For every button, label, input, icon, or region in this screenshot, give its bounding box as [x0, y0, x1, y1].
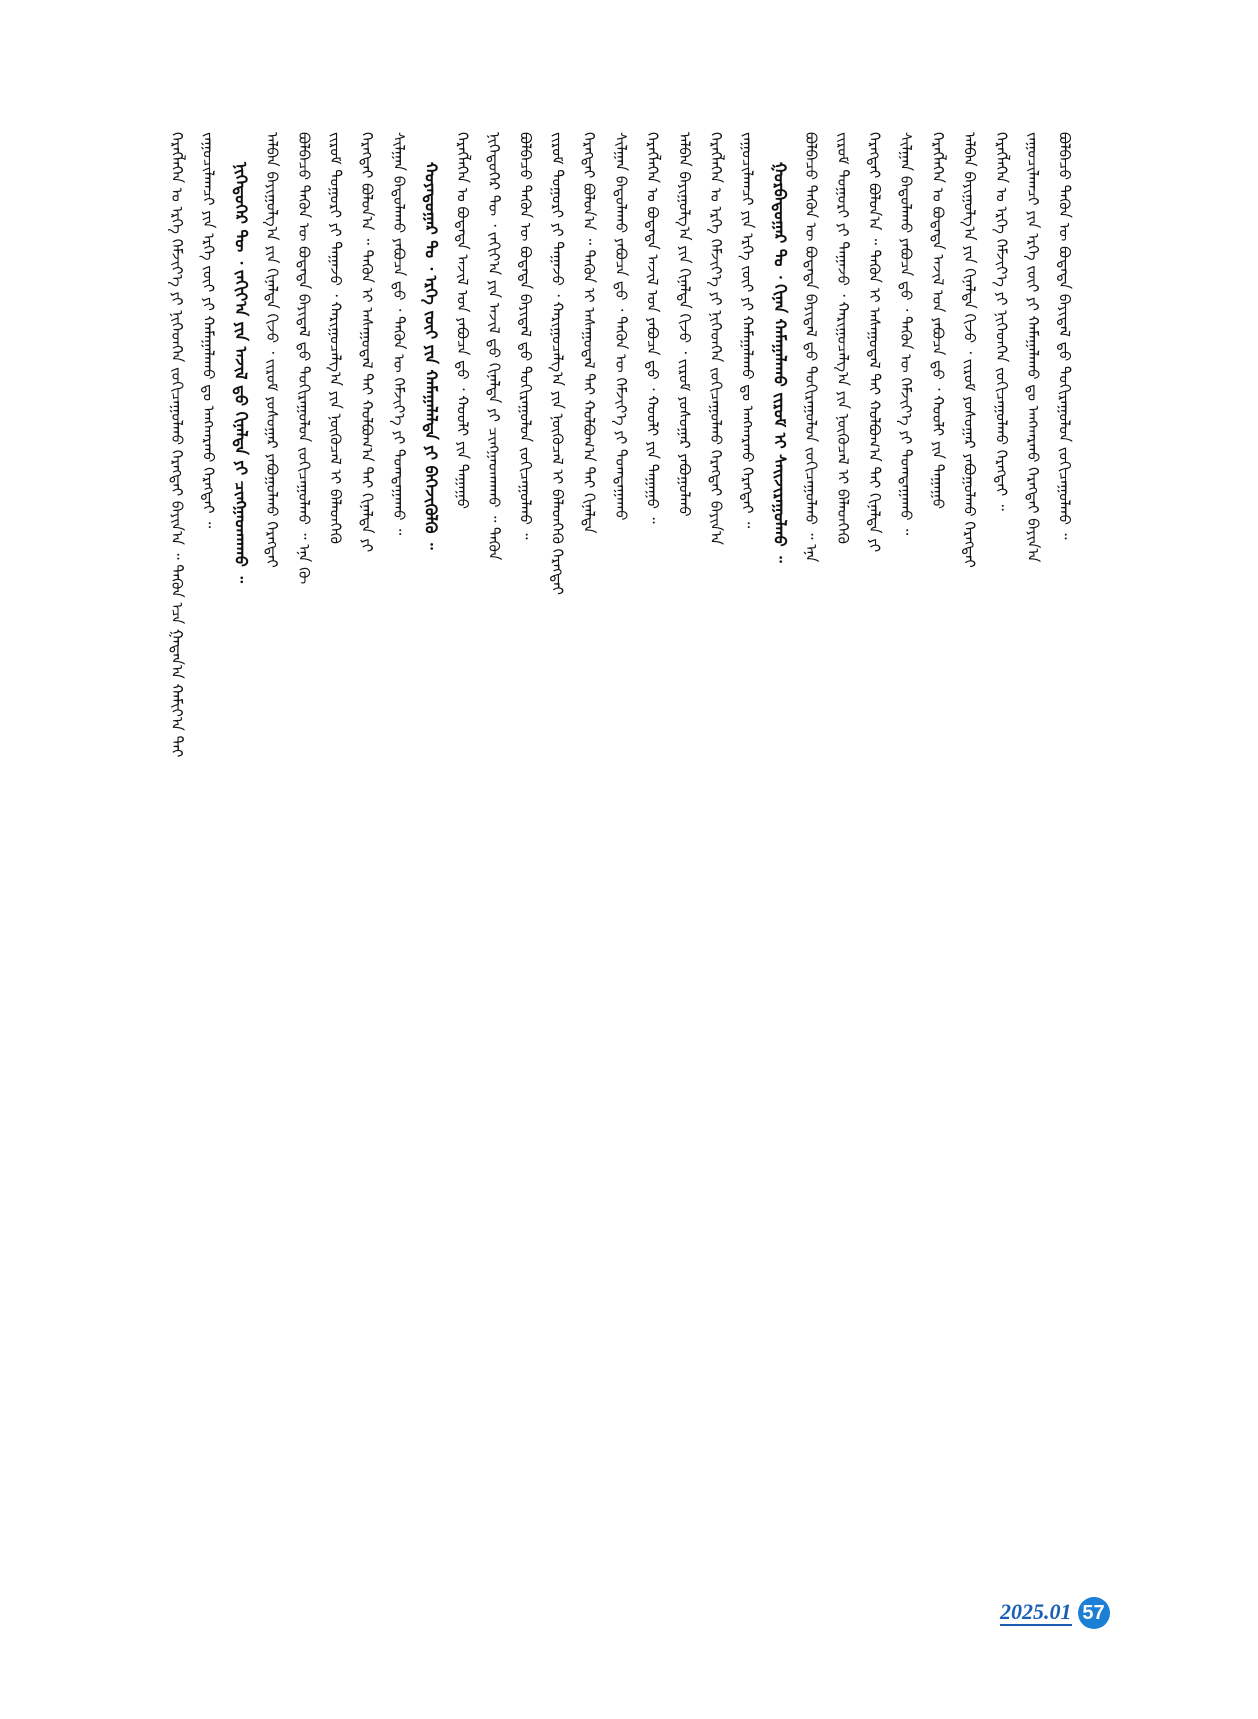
text-column: ᠬᠡᠷᠡᠭᠯᠡᠭᠡᠨ ᠤ ᠡᠷᠬᠡ ᠬᠡᠮᠵᠢᠶ᠎ᠡ ᠶᠢ ᠨᠢᠭᠡᠳᠬᠡᠨ ᠵᠤᠬᠢᠴᠠᠭᠤᠯᠬᠤ ᠬᠡᠷᠡᠭᠲᠡᠢ ᠪᠠᠶᠢᠨ᠎ᠠ — [706, 132, 725, 545]
text-column: ᠵᠠᠭᠤᠴᠢᠯᠠᠭᠴᠢ ᠶᠢᠨ ᠡᠷᠬᠡ ᠵᠦᠢ ᠶᠢ ᠬᠠᠮᠠᠭᠠᠯᠠᠬᠤ ᠳᠤ ᠠᠩᠬᠠᠷᠬᠤ ᠬᠡᠷᠡᠭᠲᠡᠢ ᠃ — [738, 132, 757, 529]
text-column: ᠨᠢᠭᠡᠳᠦᠭᠡᠷ ᠲᠦ ᠂ ᠵᠠᠬᠢᠶ᠎ᠠ ᠶᠢᠨ ᠠᠵᠢᠯ ᠳ᠋ᠤ ᠬᠢᠨᠠᠯᠲᠠ ᠶᠢ ᠴᠢᠩᠭᠠᠳᠬᠠᠬᠤ ᠃ ᠲᠡᠭᠦᠨ — [485, 132, 504, 561]
text-column: ᠠᠯᠪᠠᠨ ᠪᠠᠶᠢᠭᠤᠯᠭ᠎ᠠ ᠶᠢᠨ ᠬᠢᠨᠠᠯᠲᠠ ᠬᠢᠵᠦ ᠂ ᠵᠢᠷᠤᠮ ᠶᠣᠰᠣᠭᠠᠷ ᠶᠠᠪᠤᠭᠤᠯᠬᠤ ᠬᠡᠷᠡᠭᠲᠡᠢ — [960, 132, 979, 568]
text-column: ᠵᠠᠭᠤᠴᠢᠯᠠᠭᠴᠢ ᠶᠢᠨ ᠡᠷᠬᠡ ᠵᠦᠢ ᠶᠢ ᠬᠠᠮᠠᠭᠠᠯᠠᠬᠤ ᠳᠤ ᠠᠩᠬᠠᠷᠬᠤ ᠬᠡᠷᠡᠭᠲᠡᠢ ᠪᠠᠶᠢᠨ᠎ᠠ — [1023, 132, 1042, 563]
text-column: ᠬᠡᠷᠡᠭᠲᠡᠢ ᠪᠣᠯᠤᠨ᠎ᠠ ᠃ ᠲᠡᠭᠦᠨ ᠢ ᠠᠰᠠᠭᠤᠳᠠᠯ ᠲᠠᠢ ᠬᠣᠯᠪᠣᠭ᠎ᠠ ᠲᠠᠢ ᠬᠢᠨᠠᠯᠲᠠ ᠶᠢ — [358, 132, 377, 553]
text-column: ᠠᠯᠪᠠᠨ ᠪᠠᠶᠢᠭᠤᠯᠭ᠎ᠠ ᠶᠢᠨ ᠬᠢᠨᠠᠯᠲᠠ ᠬᠢᠵᠦ ᠂ ᠵᠢᠷᠤᠮ ᠶᠣᠰᠣᠭᠠᠷ ᠶᠠᠪᠤᠭᠤᠯᠬᠤ — [675, 132, 694, 517]
text-column: ᠪᠣᠯᠪᠠᠴᠤ ᠲᠡᠭᠦᠨ ᠦ ᠪᠣᠳᠠᠳᠠ ᠪᠠᠶᠢᠳᠠᠯ ᠳ᠋ᠤ ᠲᠣᠬᠢᠷᠠᠭᠤᠯᠤᠨ ᠵᠣᠬᠢᠴᠠᠭᠤᠯᠬᠤ ᠃ — [516, 132, 535, 540]
body-text — [162, 132, 1080, 1570]
text-column: ᠵᠢᠷᠤᠮ ᠲᠤᠭᠤᠷᠢ ᠶᠢ ᠳᠠᠭᠠᠵᠤ ᠂ ᠬᠠᠷᠢᠭᠤᠴᠠᠯᠭ᠎ᠠ ᠶᠢᠨ ᠨᠥᠬᠦᠴᠡᠯ ᠢ ᠪᠡᠯᠡᠳᠬᠡᠬᠦ — [326, 132, 345, 544]
text-column: ᠵᠢᠷᠤᠮ ᠲᠤᠭᠤᠷᠢ ᠶᠢ ᠳᠠᠭᠠᠵᠤ ᠂ ᠬᠠᠷᠢᠭᠤᠴᠠᠯᠭ᠎ᠠ ᠶᠢᠨ ᠨᠥᠬᠦᠴᠡᠯ ᠢ ᠪᠡᠯᠡᠳᠬᠡᠬᠦ — [833, 132, 852, 544]
text-column: ᠬᠡᠷᠡᠭᠲᠡᠢ ᠪᠣᠯᠤᠨ᠎ᠠ ᠃ ᠲᠡᠭᠦᠨ ᠢ ᠠᠰᠠᠭᠤᠳᠠᠯ ᠲᠠᠢ ᠬᠣᠯᠪᠣᠭ᠎ᠠ ᠲᠠᠢ ᠬᠢᠨᠠᠯᠲᠠ ᠶᠢ — [865, 132, 884, 553]
text-column: ᠬᠡᠷᠡᠭᠯᠡᠭᠡᠨ ᠤ ᠪᠣᠳᠠᠳᠠ ᠠᠵᠢᠯ ᠤᠨ ᠶᠠᠪᠤᠴᠠ ᠳ᠋ᠤ ᠂ ᠬᠤᠤᠯᠢ ᠶᠢᠨ ᠳᠠᠭᠠᠭᠤ ᠃ — [643, 132, 662, 524]
text-column: ᠰᠢᠯᠭᠠᠨ ᠪᠠᠲᠤᠯᠠᠬᠤ ᠶᠠᠪᠤᠴᠠ ᠳ᠋ᠤ ᠂ ᠲᠡᠭᠦᠨ ᠦ ᠬᠡᠮᠵᠢᠶ᠎ᠡ ᠶᠢ ᠲᠣᠭᠲᠠᠭᠠᠬᠤ ᠃ — [389, 132, 408, 536]
text-column: ᠬᠡᠷᠡᠭᠯᠡᠭᠡᠨ ᠤ ᠪᠣᠳᠠᠳᠠ ᠠᠵᠢᠯ ᠤᠨ ᠶᠠᠪᠤᠴᠠ ᠳ᠋ᠤ ᠂ ᠬᠤᠤᠯᠢ ᠶᠢᠨ ᠳᠠᠭᠠᠭᠤ — [928, 132, 947, 509]
text-column: ᠰᠢᠯᠭᠠᠨ ᠪᠠᠲᠤᠯᠠᠬᠤ ᠶᠠᠪᠤᠴᠠ ᠳ᠋ᠤ ᠂ ᠲᠡᠭᠦᠨ ᠦ ᠬᠡᠮᠵᠢᠶ᠎ᠡ ᠶᠢ ᠲᠣᠭᠲᠠᠭᠠᠬᠤ — [611, 132, 630, 521]
text-column: ᠪᠣᠯᠪᠠᠴᠤ ᠲᠡᠭᠦᠨ ᠦ ᠪᠣᠳᠠᠳᠠ ᠪᠠᠶᠢᠳᠠᠯ ᠳ᠋ᠤ ᠲᠣᠬᠢᠷᠠᠭᠤᠯᠤᠨ ᠵᠣᠬᠢᠴᠠᠭᠤᠯᠬᠤ ᠃ ᠡᠨᠡ ᠬᠦ — [294, 132, 313, 585]
text-column: ᠪᠣᠯᠪᠠᠴᠤ ᠲᠡᠭᠦᠨ ᠦ ᠪᠣᠳᠠᠳᠠ ᠪᠠᠶᠢᠳᠠᠯ ᠳ᠋ᠤ ᠲᠣᠬᠢᠷᠠᠭᠤᠯᠤᠨ ᠵᠣᠬᠢᠴᠠᠭᠤᠯᠬᠤ ᠃ ᠡᠨᠡ — [802, 132, 821, 563]
text-column: ᠬᠡᠷᠡᠭᠲᠡᠢ ᠪᠣᠯᠤᠨ᠎ᠠ ᠃ ᠲᠡᠭᠦᠨ ᠢ ᠠᠰᠠᠭᠤᠳᠠᠯ ᠲᠠᠢ ᠬᠣᠯᠪᠣᠭ᠎ᠠ ᠲᠠᠢ ᠬᠢᠨᠠᠯᠲᠠ — [580, 132, 599, 534]
text-column: ᠪᠣᠯᠪᠠᠴᠤ ᠲᠡᠭᠦᠨ ᠦ ᠪᠣᠳᠠᠳᠠ ᠪᠠᠶᠢᠳᠠᠯ ᠳ᠋ᠤ ᠲᠣᠬᠢᠷᠠᠭᠤᠯᠤᠨ ᠵᠣᠬᠢᠴᠠᠭᠤᠯᠬᠤ ᠃ — [1055, 132, 1074, 540]
page-number-badge: 57 — [1078, 1597, 1110, 1629]
text-column: ᠬᠡᠷᠡᠭᠯᠡᠭᠡᠨ ᠤ ᠪᠣᠳᠠᠳᠠ ᠠᠵᠢᠯ ᠤᠨ ᠶᠠᠪᠤᠴᠠ ᠳ᠋ᠤ ᠂ ᠬᠤᠤᠯᠢ ᠶᠢᠨ ᠳᠠᠭᠠᠭᠤ — [453, 132, 472, 509]
section-heading: ᠬᠣᠶᠠᠳᠤᠭᠠᠷ ᠲᠤ ᠂ ᠡᠷᠬᠡ ᠵᠦᠢ ᠶᠢᠨ ᠬᠠᠮᠠᠭᠠᠯᠠᠯᠲᠠ ᠶᠢ ᠪᠡᠬᠡᠵᠢᠭᠦᠯᠬᠦ ᠃ — [421, 162, 441, 550]
page-footer — [1000, 1597, 1110, 1629]
section-heading: ᠭᠤᠷᠪᠠᠳᠤᠭᠠᠷ ᠲᠤ ᠂ ᠬᠢᠨᠠᠨ ᠬᠠᠮᠠᠭᠠᠯᠠᠬᠤ ᠵᠢᠷᠤᠮ ᠢ ᠰᠠᠢᠵᠢᠷᠠᠭᠤᠯᠬᠤ ᠃ — [770, 162, 790, 563]
text-column: ᠬᠡᠷᠡᠭᠯᠡᠭᠡᠨ ᠤ ᠡᠷᠬᠡ ᠬᠡᠮᠵᠢᠶ᠎ᠡ ᠶᠢ ᠨᠢᠭᠡᠳᠬᠡᠨ ᠵᠤᠬᠢᠴᠠᠭᠤᠯᠬᠤ ᠬᠡᠷᠡᠭᠲᠡᠢ ᠪᠠᠶᠢᠨ᠎ᠠ ᠃ ᠲᠡᠭᠦᠨ ᠡᠴᠡ ᠭᠠᠳᠠᠨ᠎ᠠ ᠬᠠᠮᠢᠶ᠎ᠠ ᠲᠠᠢ — [168, 132, 186, 758]
section-heading: ᠨᠢᠭᠡᠳᠦᠭᠡᠷ ᠲᠦ ᠂ ᠵᠠᠬᠢᠶ᠎ᠠ ᠶᠢᠨ ᠠᠵᠢᠯ ᠳ᠋ᠤ ᠬᠢᠨᠠᠯᠲᠠ ᠶᠢ ᠴᠢᠩᠭᠠᠳᠬᠠᠬᠤ ᠃ — [231, 162, 251, 584]
issue-date: 2025.01 — [1000, 1599, 1072, 1624]
text-column: ᠵᠠᠭᠤᠴᠢᠯᠠᠭᠴᠢ ᠶᠢᠨ ᠡᠷᠬᠡ ᠵᠦᠢ ᠶᠢ ᠬᠠᠮᠠᠭᠠᠯᠠᠬᠤ ᠳᠤ ᠠᠩᠬᠠᠷᠬᠤ ᠬᠡᠷᠡᠭᠲᠡᠢ ᠃ — [199, 132, 218, 529]
text-column: ᠠᠯᠪᠠᠨ ᠪᠠᠶᠢᠭᠤᠯᠭ᠎ᠠ ᠶᠢᠨ ᠬᠢᠨᠠᠯᠲᠠ ᠬᠢᠵᠦ ᠂ ᠵᠢᠷᠤᠮ ᠶᠣᠰᠣᠭᠠᠷ ᠶᠠᠪᠤᠭᠤᠯᠬᠤ ᠬᠡᠷᠡᠭᠲᠡᠢ — [263, 132, 282, 568]
text-column: ᠰᠢᠯᠭᠠᠨ ᠪᠠᠲᠤᠯᠠᠬᠤ ᠶᠠᠪᠤᠴᠠ ᠳ᠋ᠤ ᠂ ᠲᠡᠭᠦᠨ ᠦ ᠬᠡᠮᠵᠢᠶ᠎ᠡ ᠶᠢ ᠲᠣᠭᠲᠠᠭᠠᠬᠤ ᠃ — [897, 132, 916, 536]
text-column: ᠬᠡᠷᠡᠭᠯᠡᠭᠡᠨ ᠤ ᠡᠷᠬᠡ ᠬᠡᠮᠵᠢᠶ᠎ᠡ ᠶᠢ ᠨᠢᠭᠡᠳᠬᠡᠨ ᠵᠤᠬᠢᠴᠠᠭᠤᠯᠬᠤ ᠬᠡᠷᠡᠭᠲᠡᠢ ᠃ — [992, 132, 1011, 511]
text-column: ᠵᠢᠷᠤᠮ ᠲᠤᠭᠤᠷᠢ ᠶᠢ ᠳᠠᠭᠠᠵᠤ ᠂ ᠬᠠᠷᠢᠭᠤᠴᠠᠯᠭ᠎ᠠ ᠶᠢᠨ ᠨᠥᠬᠦᠴᠡᠯ ᠢ ᠪᠡᠯᠡᠳᠬᠡᠬᠦ ᠬᠡᠷᠡᠭᠲᠡᠢ — [548, 132, 567, 595]
